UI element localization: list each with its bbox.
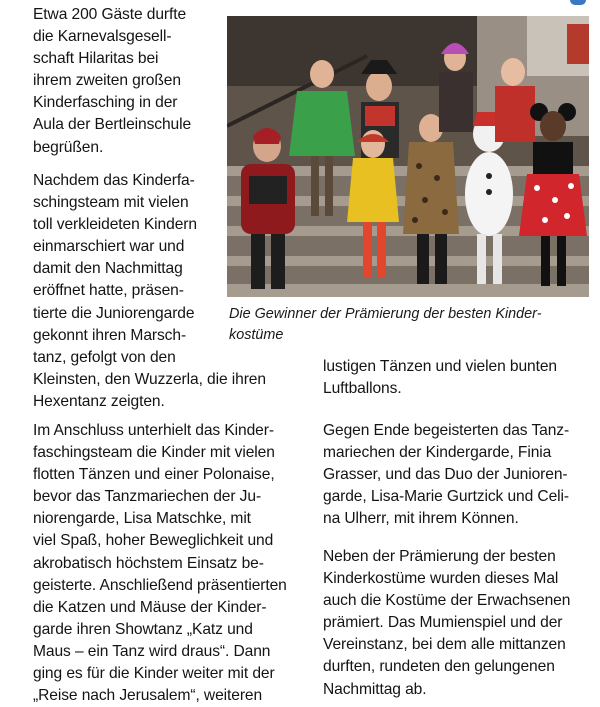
article-paragraph-program: Im Anschluss unterhielt das Kinder- faschingsteam die Kinder mit vielen flotten Tänzen und einer Polonaise, bevor das Tanzmariechen der Ju- niorengarde, Lisa Matschke, mit viel Spaß, hoher Beweglichkeit und akrobatisch höchstem Einsatz be- geisterte. Anschließend präsentierten die Katzen und Mäuse der Kinder- garde ihren Showtanz „Katz und Maus – ein Tanz wird draus“. Dann ging es für die Kinder weiter mit der „Reise nach Jerusalem“, weiteren — [33, 422, 287, 705]
article-paragraph-finale: Gegen Ende begeisterten das Tanz- mariechen der Kindergarde, Finia Grasser, und das Duo der Junioren- garde, Lisa-Marie Gurtzick und Celi- na Ulherr, mit ihrem Können. — [323, 422, 570, 528]
article-paragraph-intro: Etwa 200 Gäste durfte die Karnevalsgesell- schaft Hilaritas bei ihrem zweiten großen Kinderfasching in der Aula der Bertleinschule begrüßen. — [33, 6, 192, 156]
article-paragraph-closing: Neben der Prämierung der besten Kinderkostüme wurden dieses Mal auch die Kostüme der Erwachsenen prämiert. Das Mumienspiel und der Vereinstanz, bei dem alle mittanzen durften, rundeten den gelungenen Nachmittag ab. — [323, 548, 571, 698]
costume-winners-photo — [227, 16, 589, 297]
photo-caption: Die Gewinner der Prämierung der besten Kinder- kostüme — [229, 306, 542, 343]
article-paragraph-opening: Nachdem das Kinderfa- schingsteam mit vielen toll verkleideten Kindern einmarschiert war und damit den Nachmittag eröffnet hatte, präsen- tierte die Juniorengarde gekonnt ihren Marsch- tanz, gefolgt von den Kleinsten, den Wuzzerla, die ihren Hexentanz zeigten. — [33, 172, 266, 410]
article-paragraph-program-continued: lustigen Tänzen und vielen bunten Luftballons. — [323, 358, 557, 398]
page-corner-accent — [570, 0, 586, 5]
